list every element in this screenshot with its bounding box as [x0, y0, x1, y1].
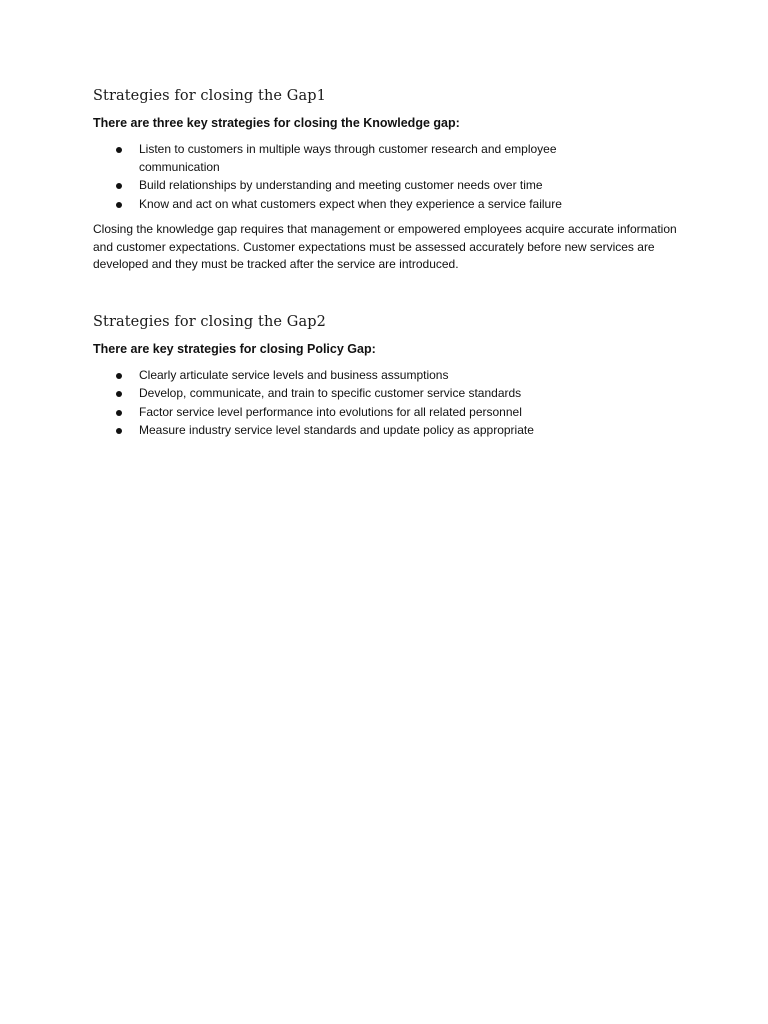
list-item-text: Measure industry service level standards and update policy as appropriate — [139, 423, 534, 437]
list-item — [93, 196, 609, 214]
bullet-icon — [116, 147, 122, 153]
bullet-icon — [116, 183, 122, 189]
list-item — [93, 141, 609, 176]
list-item — [93, 367, 609, 385]
section-subheading: There are key strategies for closing Policy Gap: — [93, 341, 376, 356]
bullet-icon — [116, 428, 122, 434]
bullet-list — [93, 141, 683, 213]
bullet-icon — [116, 373, 122, 379]
document-content — [93, 86, 683, 441]
section-gap2 — [93, 312, 683, 440]
section-heading: Strategies for closing the Gap2 — [93, 313, 326, 330]
bullet-list — [93, 367, 683, 440]
list-item — [93, 385, 609, 403]
list-item-text: Build relationships by understanding and meeting customer needs over time — [139, 178, 543, 192]
bullet-icon — [116, 410, 122, 416]
bullet-icon — [116, 202, 122, 208]
list-item-text: Clearly articulate service levels and business assumptions — [139, 367, 449, 382]
section-gap1 — [93, 86, 683, 274]
body-paragraph: Closing the knowledge gap requires that management or empowered employees acquire accurate information and customer expectations. Customer expectations must be assessed accurately before new services are developed and they must be tracked after the service are introduced. — [93, 222, 677, 271]
list-item-text: Listen to customers in multiple ways through customer research and employee communication — [139, 142, 557, 174]
section-heading: Strategies for closing the Gap1 — [93, 88, 326, 104]
list-item-text: Develop, communicate, and train to specific customer service standards — [139, 386, 522, 400]
bullet-icon — [116, 391, 122, 397]
list-item — [93, 177, 609, 195]
list-item-text: Know and act on what customers expect when they experience a service failure — [139, 196, 562, 211]
list-item — [93, 404, 609, 422]
list-item-text: Factor service level performance into evolutions for all related personnel — [139, 404, 522, 419]
section-subheading: There are three key strategies for closing the Knowledge gap: — [93, 116, 460, 130]
list-item — [93, 422, 609, 440]
